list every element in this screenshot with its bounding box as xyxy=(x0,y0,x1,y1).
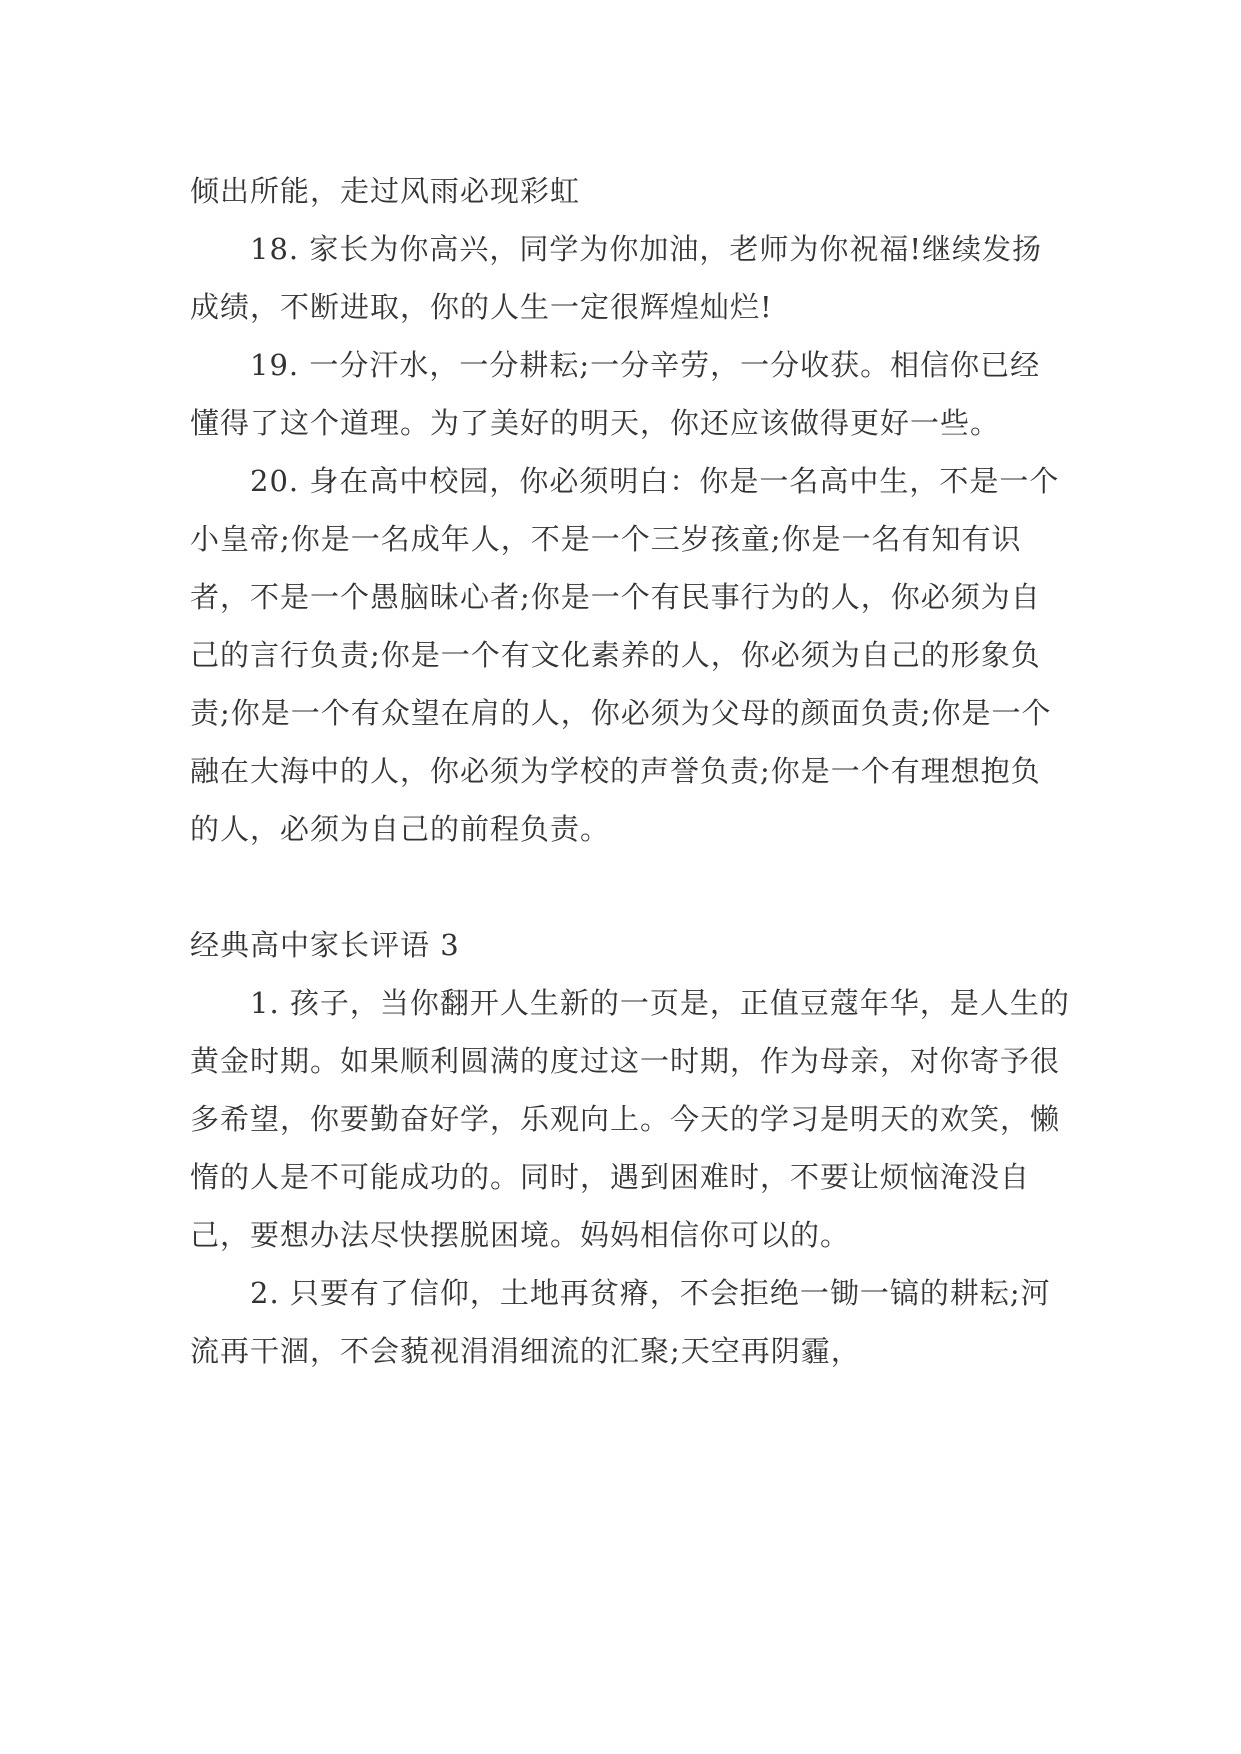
paragraph-item-2: 2. 只要有了信仰，土地再贫瘠，不会拒绝一锄一镐的耕耘;河流再干涸，不会藐视涓涓细流的汇聚;天空再阴霾， xyxy=(190,1276,1051,1368)
paragraph-item-20: 20. 身在高中校园，你必须明白：你是一名高中生，不是一个小皇帝;你是一名成年人，不是一个三岁孩童;你是一名有知有识者，不是一个愚脑昧心者;你是一个有民事行为的人，你必须为自己的言行负责;你是一个有文化素养的人，你必须为自己的形象负责;你是一个有众望在肩的人，你必须为父母的颜面负责;你是一个融在大海中的人，你必须为学校的声誉负责;你是一个有理想抱负的人，必须为自己的前程负责。 xyxy=(190,464,1060,846)
paragraph-item-19: 19. 一分汗水，一分耕耘;一分辛劳，一分收获。相信你已经懂得了这个道理。为了美好的明天，你还应该做得更好一些。 xyxy=(190,348,1041,440)
paragraph-item-1: 1. 孩子，当你翻开人生新的一页是，正值豆蔻年华，是人生的黄金时期。如果顺利圆满的度过这一时期，作为母亲，对你寄予很多希望，你要勤奋好学，乐观向上。今天的学习是明天的欢笑，懒惰的人是不可能成功的。同时，遇到困难时，不要让烦恼淹没自己，要想办法尽快摆脱困境。妈妈相信你可以的。 xyxy=(190,986,1070,1252)
paragraph-item-18: 18. 家长为你高兴，同学为你加油，老师为你祝福!继续发扬成绩，不断进取，你的人生一定很辉煌灿烂! xyxy=(190,232,1042,324)
paragraph-continuation: 倾出所能，走过风雨必现彩虹 xyxy=(190,174,581,208)
section-spacer xyxy=(190,858,1070,916)
section-heading: 经典高中家长评语 3 xyxy=(190,928,460,962)
document-body xyxy=(190,162,1070,1380)
